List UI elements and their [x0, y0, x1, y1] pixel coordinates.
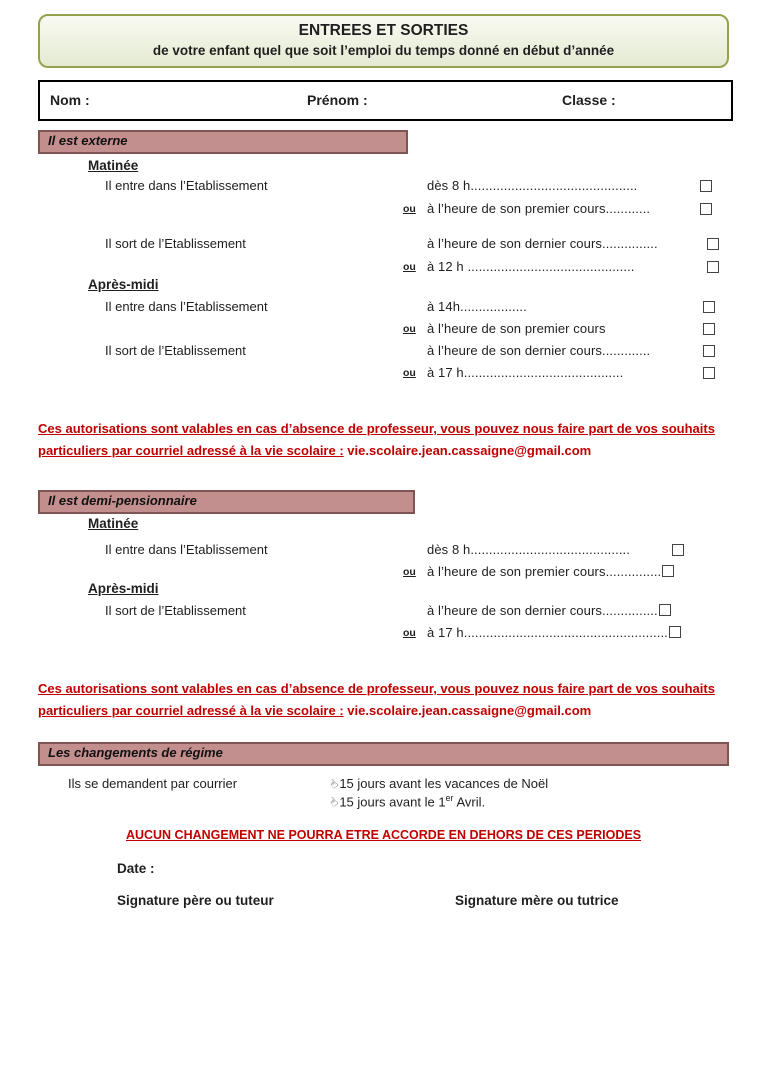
- pointing-hand-icon: ☝: [326, 776, 341, 792]
- row-label: Il entre dans l’Etablissement: [105, 299, 268, 314]
- pointing-hand-icon: ☝: [326, 794, 341, 811]
- row-option-text: à l’heure de son dernier cours...............: [427, 603, 658, 618]
- ordinal-superscript: er: [445, 793, 454, 803]
- or-label: ou: [403, 323, 416, 335]
- checkbox-externe-dernier-cours[interactable]: [707, 238, 719, 250]
- checkbox-demi-dernier-cours[interactable]: [659, 604, 671, 616]
- form-row: [0, 259, 768, 275]
- row-label: Il sort de l’Etablissement: [105, 236, 246, 251]
- checkbox-externe-premier-cours[interactable]: [700, 203, 712, 215]
- regime-intro: Ils se demandent par courrier: [68, 776, 238, 791]
- section-externe-header: [38, 130, 408, 154]
- checkbox-externe-des-8h[interactable]: [700, 180, 712, 192]
- checkbox-demi-des-8h[interactable]: [672, 544, 684, 556]
- contact-email: vie.scolaire.jean.cassaigne@gmail.com: [343, 703, 592, 718]
- demi-afternoon-heading: Après-midi: [88, 581, 159, 596]
- red-notice: [38, 678, 733, 722]
- or-label: ou: [403, 566, 416, 578]
- form-row: [0, 321, 768, 337]
- signature-mother-label: Signature mère ou tutrice: [455, 893, 619, 908]
- warning-text: AUCUN CHANGEMENT NE POURRA ETRE ACCORDE EN DEHORS DE CES PERIODES: [125, 828, 642, 842]
- row-label: Il sort de l’Etablissement: [105, 343, 246, 358]
- regime-bullet-2: [326, 793, 486, 811]
- red-notice-text: Ces autorisations sont valables en cas d’absence de professeur, vous pouvez nous faire part de vos souhaits particuliers par courriel adressé à la vie scolaire :: [38, 421, 715, 458]
- row-option-text: dès 8 h...........................................: [427, 542, 630, 557]
- row-option-text: à l’heure de son premier cours............: [427, 201, 651, 216]
- checkbox-externe-17h[interactable]: [703, 367, 715, 379]
- class-label: Classe :: [562, 92, 616, 108]
- form-header-box: [38, 14, 729, 68]
- row-option-text: [427, 603, 671, 618]
- checkbox-demi-premier-cours[interactable]: [662, 565, 674, 577]
- checkbox-demi-17h[interactable]: [669, 626, 681, 638]
- contact-email: vie.scolaire.jean.cassaigne@gmail.com: [343, 443, 592, 458]
- red-notice-text: Ces autorisations sont valables en cas d’absence de professeur, vous pouvez nous faire part de vos souhaits particuliers par courriel adressé à la vie scolaire :: [38, 681, 715, 718]
- form-title: ENTREES ET SORTIES: [298, 22, 469, 39]
- section-demi-title: Il est demi-pensionnaire: [48, 493, 197, 508]
- externe-afternoon-heading: Après-midi: [88, 277, 159, 292]
- form-row: [0, 625, 768, 641]
- row-option-text: à 17 h.......................................................: [427, 625, 668, 640]
- red-notice: [38, 418, 733, 462]
- checkbox-externe-12h[interactable]: [707, 261, 719, 273]
- bullet-text: 15 jours avant le 1: [339, 794, 446, 810]
- section-regime-title: Les changements de régime: [48, 745, 223, 760]
- bullet-text: 15 jours avant les vacances de Noël: [339, 776, 549, 791]
- section-regime-header: [38, 742, 729, 766]
- row-option-text: à l’heure de son premier cours: [427, 321, 606, 336]
- row-option-text: dès 8 h.............................................: [427, 178, 638, 193]
- or-label: ou: [403, 367, 416, 379]
- or-label: ou: [403, 203, 416, 215]
- form-subtitle: de votre enfant quel que soit l’emploi du temps donné en début d’année: [152, 43, 615, 58]
- row-option-text: à 12 h .............................................: [427, 259, 635, 274]
- row-option-text: à l’heure de son dernier cours.............: [427, 343, 651, 358]
- form-row: [0, 201, 768, 217]
- form-row: [0, 365, 768, 381]
- bullet-text: Avril.: [453, 794, 486, 810]
- form-row: [0, 564, 768, 580]
- row-label: Il entre dans l’Etablissement: [105, 178, 268, 193]
- checkbox-externe-pm-dernier-cours[interactable]: [703, 345, 715, 357]
- form-row: [0, 236, 768, 252]
- row-option-text: à l’heure de son dernier cours...............: [427, 236, 658, 251]
- row-option-text: à l’heure de son premier cours...............: [427, 564, 662, 579]
- row-option-text: à 14h..................: [427, 299, 527, 314]
- form-row: [0, 542, 768, 558]
- identity-box: [38, 80, 733, 121]
- row-option-text: [427, 564, 674, 579]
- form-row: [0, 343, 768, 359]
- row-label: Il sort de l’Etablissement: [105, 603, 246, 618]
- form-row: [0, 178, 768, 194]
- or-label: ou: [403, 627, 416, 639]
- firstname-label: Prénom :: [307, 92, 368, 108]
- row-option-text: à 17 h...........................................: [427, 365, 624, 380]
- row-label: Il entre dans l’Etablissement: [105, 542, 268, 557]
- section-demi-header: [38, 490, 415, 514]
- signature-father-label: Signature père ou tuteur: [117, 893, 274, 908]
- section-externe-title: Il est externe: [48, 133, 128, 148]
- form-row: [0, 299, 768, 315]
- name-label: Nom :: [50, 92, 90, 108]
- row-option-text: [427, 625, 681, 640]
- demi-morning-heading: Matinée: [88, 516, 139, 531]
- regime-bullet-1: [326, 776, 549, 792]
- checkbox-externe-pm-premier-cours[interactable]: [703, 323, 715, 335]
- form-row: [0, 603, 768, 619]
- checkbox-externe-14h[interactable]: [703, 301, 715, 313]
- or-label: ou: [403, 261, 416, 273]
- date-label: Date :: [117, 861, 155, 876]
- externe-morning-heading: Matinée: [88, 158, 139, 173]
